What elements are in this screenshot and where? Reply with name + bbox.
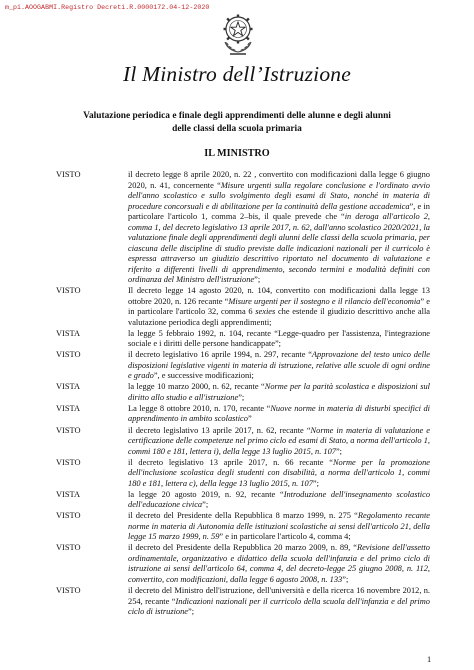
preamble-clause — [56, 382, 430, 403]
preamble-clause — [56, 511, 430, 543]
ministry-heading: Il Ministro dell’Istruzione — [123, 62, 351, 86]
italian-republic-emblem-icon — [221, 12, 255, 56]
cited-title: Indicazioni nazionali per il curricolo della scuola dell'infanzia e del primo ciclo di istruzione — [128, 596, 430, 617]
preamble-clause — [56, 490, 430, 511]
clause-fragment: ”; — [202, 500, 209, 510]
clause-label: VISTO — [56, 170, 81, 179]
cited-title: Misure urgenti sulla regolare conclusione e l'ordinato avvio dell'anno scolastico e sullo svolgimento degli esami di Stato, nonché in materia di procedure concorsuali e di abilitazione per la continuità della gestione accademica — [128, 180, 430, 211]
clause-fragment: il decreto legislativo 16 aprile 1994, n. 297, recante “ — [128, 350, 312, 360]
clause-label: VISTO — [56, 511, 81, 521]
clause-text — [128, 586, 430, 618]
clause-label: VISTA — [56, 382, 80, 392]
cited-title: Revisione dell'assetto ordinamentale, organizzativo e didattico della scuola dell'infanzia e del primo ciclo di istruzione ai sensi dell'articolo 64, comma 4, del decreto-legge 25 giugno 2008, n. 112, convertito, con modificazioni, dalla legge 6 agosto 2008, n. 133 — [128, 543, 430, 584]
cited-title: sexies — [255, 307, 276, 317]
cited-title: Norme in materia di valutazione e certificazione delle competenze nel primo ciclo ed esami di Stato, a norma dell'articolo 1, commi 180 e 181, lettera i), della legge 13 luglio 2015, n. 107 — [128, 425, 430, 456]
preamble-clause — [56, 543, 430, 585]
cited-title: Introduzione dell'insegnamento scolastico dell'educazione civica — [128, 489, 431, 510]
clause-fragment: ”; — [188, 607, 195, 617]
clause-label: VISTO — [56, 286, 81, 296]
subject-line-1: Valutazione periodica e finale degli apprendimenti delle alunne e degli alunni — [83, 111, 391, 121]
preamble-clause — [56, 170, 430, 286]
clause-text — [128, 350, 430, 382]
preamble-clause — [56, 286, 430, 328]
clause-fragment: ”; — [342, 574, 349, 584]
clause-fragment: ”, e successive modificazioni; — [153, 371, 254, 381]
cited-title: Misure urgenti per il sostegno e il rilancio dell'economia — [228, 296, 421, 306]
clause-fragment: il decreto legislativo 13 aprile 2017, n. 62, recante “ — [128, 425, 311, 435]
preamble-clause — [56, 586, 430, 618]
preamble-clause — [56, 426, 430, 458]
clause-label: VISTO — [56, 586, 81, 596]
page-number: 1 — [427, 655, 432, 664]
cited-title: in deroga all'articolo 2, comma 1, del decreto legislativo 13 aprile 2017, n. 62, dall'anno scolastico 2020/2021, la valutazione finale degli apprendimenti degli alunni delle classi della scuola primaria, per ciascuna delle discipline di studio previste dalle indicazioni nazionali per il curricolo è espressa attraverso un giudizio descrittivo riportato nel documento di valutazione e riferito a differenti livelli di apprendimento, secondo termini e modalità definiti con ordinanza del Ministro dell'istruzione — [128, 212, 430, 284]
clause-label: VISTO — [56, 543, 81, 553]
cited-title: Norme per la promozione dell'inclusione scolastica degli studenti con disabilità, a norma dell'articolo 1, commi 180 e 181, lettera c), della legge 13 luglio 2015, n. 107 — [128, 457, 430, 488]
cited-title: Nuove norme in materia di disturbi specifici di apprendimento in ambito scolastico — [128, 403, 430, 424]
clause-fragment: Il decreto legge 14 agosto 2020, n. 104, convertito con modificazioni dalla legge 13 ottobre 2020, n. 126 recante “ — [128, 286, 430, 306]
preamble-clauses — [56, 170, 430, 618]
preamble-clause — [56, 350, 430, 382]
clause-fragment: ”; — [335, 446, 342, 456]
clause-fragment: il decreto del Presidente della Repubblica 8 marzo 1999, n. 275 “ — [128, 511, 358, 521]
clause-fragment: ” — [247, 414, 252, 424]
clause-label: VISTO — [56, 350, 81, 360]
clause-fragment: ”; — [238, 392, 245, 402]
clause-fragment: che estende il giudizio descrittivo anche alla valutazione periodica degli apprendimenti; — [128, 307, 430, 327]
clause-fragment: il decreto del Presidente della Repubblica 20 marzo 2009, n. 89, “ — [128, 543, 357, 553]
clause-text — [128, 329, 430, 350]
clause-text — [128, 404, 430, 425]
clause-label: VISTA — [56, 328, 80, 338]
clause-text — [128, 511, 430, 543]
decree-subject — [60, 110, 414, 135]
clause-fragment: ”; — [254, 275, 261, 284]
clause-label: VISTO — [56, 457, 81, 467]
clause-fragment: il decreto del Ministro dell'istruzione, dell'università e della ricerca 16 novembre 2012, n. 254, recante “ — [128, 586, 430, 606]
clause-text — [128, 543, 430, 585]
clause-text — [128, 490, 430, 511]
cited-title: Norme per la parità scolastica e disposizioni sul diritto allo studio e all'istruzione — [128, 382, 430, 402]
clause-fragment: la legge 5 febbraio 1992, n. 104, recante “Legge-quadro per l'assistenza, l'integrazione sociale e i diritti delle persone handicappate”; — [128, 328, 430, 349]
clause-text — [128, 286, 430, 328]
clause-label: VISTA — [56, 403, 80, 413]
cited-title: Regolamento recante norme in materia di Autonomia delle istituzioni scolastiche ai sensi dell'articolo 21, della legge 15 marzo 1999, n. 59 — [128, 511, 430, 542]
cited-title: Approvazione del testo unico delle disposizioni legislative vigenti in materia di istruzione, relative alle scuole di ogni ordine e grado — [128, 350, 431, 381]
clause-text — [128, 426, 430, 458]
minister-heading: IL MINISTRO — [204, 148, 270, 159]
clause-fragment: la legge 10 marzo 2000, n. 62, recante “ — [128, 382, 265, 392]
clause-label: VISTO — [56, 425, 81, 435]
preamble-clause — [56, 458, 430, 490]
clause-text — [128, 382, 430, 403]
protocol-stamp: m_pi.AOOGABMI.Registro Decreti.R.0000172.04-12-2020 — [5, 4, 210, 11]
clause-fragment: il decreto legislativo 13 aprile 2017, n. 66 recante “ — [128, 457, 333, 467]
clause-fragment: la legge 20 agosto 2019, n. 92, recante “ — [128, 489, 284, 499]
clause-fragment: ” e in particolare l'articolo 32, comma 6 — [128, 296, 430, 317]
clause-fragment: il decreto legge 8 aprile 2020, n. 22 , convertito con modificazioni dalla legge 6 giugno 2020, n. 41, concernente “ — [128, 170, 430, 190]
clause-text — [128, 458, 430, 490]
clause-fragment: ”; — [312, 478, 319, 488]
clause-fragment: ”, e in particolare l'articolo 1, comma 2–bis, il quale prevede che “ — [128, 201, 430, 221]
clause-fragment: La legge 8 ottobre 2010, n. 170, recante “ — [128, 403, 271, 413]
subject-line-2: delle classi della scuola primaria — [172, 123, 302, 134]
preamble-clause — [56, 404, 430, 425]
clause-fragment: ” e in particolare l'articolo 4, comma 4; — [219, 532, 351, 542]
clause-text — [128, 170, 430, 286]
preamble-clause — [56, 329, 430, 350]
clause-label: VISTA — [56, 489, 80, 499]
